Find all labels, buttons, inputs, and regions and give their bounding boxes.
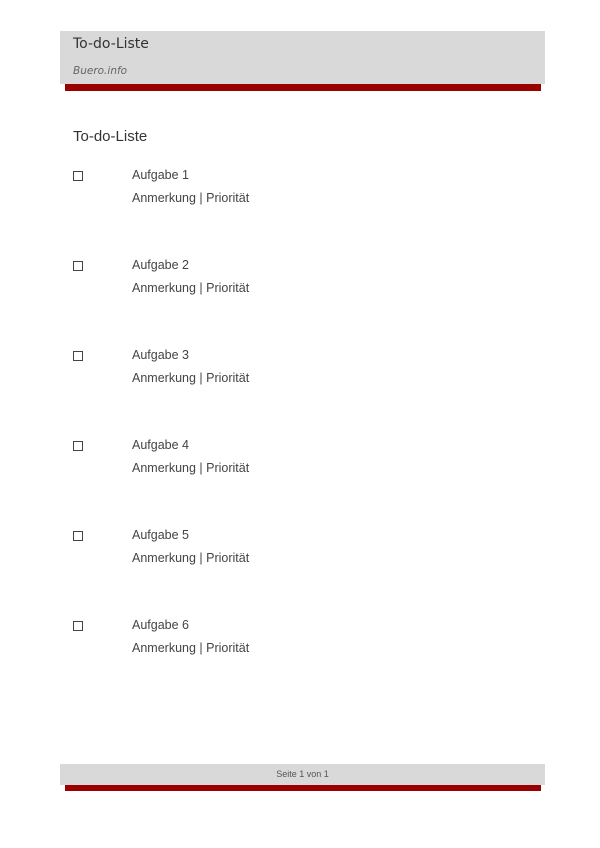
task-item: [73, 438, 543, 498]
task-title: Aufgabe 6: [132, 618, 189, 632]
task-title: Aufgabe 5: [132, 528, 189, 542]
task-item: [73, 528, 543, 588]
footer-accent-bar: [65, 785, 541, 791]
checkbox-icon[interactable]: [73, 531, 83, 541]
task-note: Anmerkung | Priorität: [132, 461, 250, 475]
page-header: [60, 31, 545, 84]
task-item: [73, 258, 543, 318]
checkbox-icon[interactable]: [73, 441, 83, 451]
header-accent-bar: [65, 84, 541, 91]
header-title: To-do-Liste: [73, 36, 149, 52]
task-note: Anmerkung | Priorität: [132, 191, 250, 205]
task-item: [73, 348, 543, 408]
task-note: Anmerkung | Priorität: [132, 371, 250, 385]
checkbox-icon[interactable]: [73, 351, 83, 361]
checkbox-icon[interactable]: [73, 171, 83, 181]
page-title: To-do-Liste: [73, 128, 148, 145]
page-footer: [60, 764, 545, 785]
task-note: Anmerkung | Priorität: [132, 641, 250, 655]
task-title: Aufgabe 3: [132, 348, 189, 362]
checkbox-icon[interactable]: [73, 621, 83, 631]
task-note: Anmerkung | Priorität: [132, 551, 250, 565]
task-title: Aufgabe 4: [132, 438, 189, 452]
task-item: [73, 618, 543, 678]
header-subtitle: Buero.info: [73, 65, 128, 77]
page-number: Seite 1 von 1: [276, 769, 329, 779]
task-note: Anmerkung | Priorität: [132, 281, 250, 295]
task-title: Aufgabe 2: [132, 258, 189, 272]
checkbox-icon[interactable]: [73, 261, 83, 271]
task-item: [73, 168, 543, 228]
task-title: Aufgabe 1: [132, 168, 189, 182]
